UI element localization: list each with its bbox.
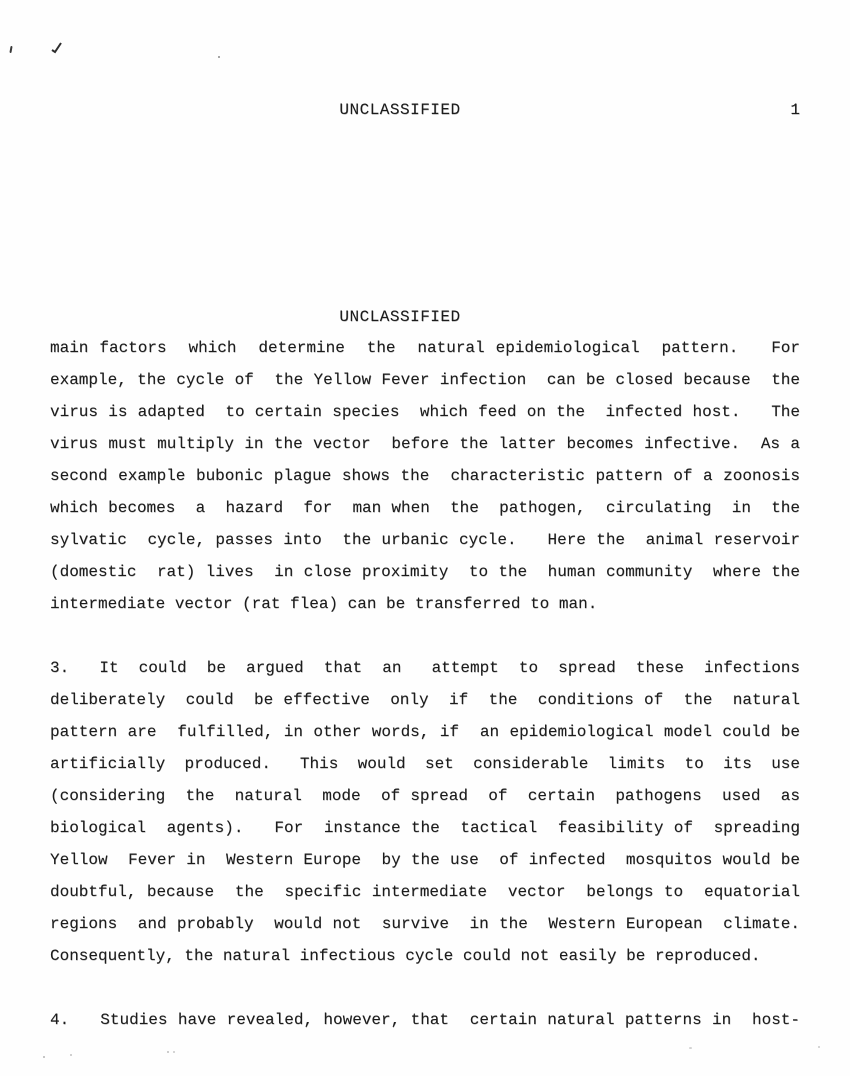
text-line: deliberately could be effective only if the conditions of the natural	[50, 691, 800, 709]
classification-marking: UNCLASSIFIED	[339, 101, 461, 119]
text-line: which becomes a hazard for man when the pathogen, circulating in the	[50, 499, 800, 517]
top-header	[50, 94, 800, 126]
text-line: Consequently, the natural infectious cycle could not easily be reproduced.	[50, 947, 761, 965]
paragraph	[50, 1004, 800, 1036]
section-header	[50, 301, 800, 333]
paragraph	[50, 652, 800, 972]
text-line: artificially produced. This would set considerable limits to its use	[50, 755, 800, 773]
scan-artifact	[43, 1056, 45, 1058]
classification-marking: UNCLASSIFIED	[339, 308, 461, 326]
scan-artifact	[167, 1051, 169, 1053]
paragraph	[50, 332, 800, 620]
text-line: (domestic rat) lives in close proximity to the human community where the	[50, 563, 800, 581]
scan-artifact	[70, 1054, 72, 1056]
scan-artifact	[50, 41, 64, 55]
text-line: pattern are fulfilled, in other words, if an epidemiological model could be	[50, 723, 800, 741]
text-line: second example bubonic plague shows the characteristic pattern of a zoonosis	[50, 467, 800, 485]
text-line: Yellow Fever in Western Europe by the use of infected mosquitos would be	[50, 851, 800, 869]
text-line: biological agents). For instance the tactical feasibility of spreading	[50, 819, 800, 837]
text-line: virus is adapted to certain species which feed on the infected host. The	[50, 403, 800, 421]
text-line: 3. It could be argued that an attempt to spread these infections	[50, 659, 800, 677]
scan-artifact	[218, 56, 220, 58]
scan-artifact	[689, 1047, 692, 1049]
document-body	[50, 332, 800, 1036]
text-line: example, the cycle of the Yellow Fever infection can be closed because the	[50, 371, 800, 389]
scan-artifact	[9, 46, 12, 53]
scan-artifact	[818, 1046, 820, 1048]
text-line: intermediate vector (rat flea) can be transferred to man.	[50, 595, 598, 613]
text-line: (considering the natural mode of spread of certain pathogens used as	[50, 787, 800, 805]
text-line: virus must multiply in the vector before the latter becomes infective. As a	[50, 435, 800, 453]
text-line: doubtful, because the specific intermediate vector belongs to equatorial	[50, 883, 800, 901]
text-line: main factors which determine the natural epidemiological pattern. For	[50, 339, 800, 357]
text-line: regions and probably would not survive in the Western European climate.	[50, 915, 800, 933]
scan-artifact	[173, 1051, 175, 1053]
text-line: sylvatic cycle, passes into the urbanic cycle. Here the animal reservoir	[50, 531, 800, 549]
text-line: 4. Studies have revealed, however, that certain natural patterns in host-	[50, 1011, 800, 1029]
page-number: 1	[790, 101, 800, 119]
